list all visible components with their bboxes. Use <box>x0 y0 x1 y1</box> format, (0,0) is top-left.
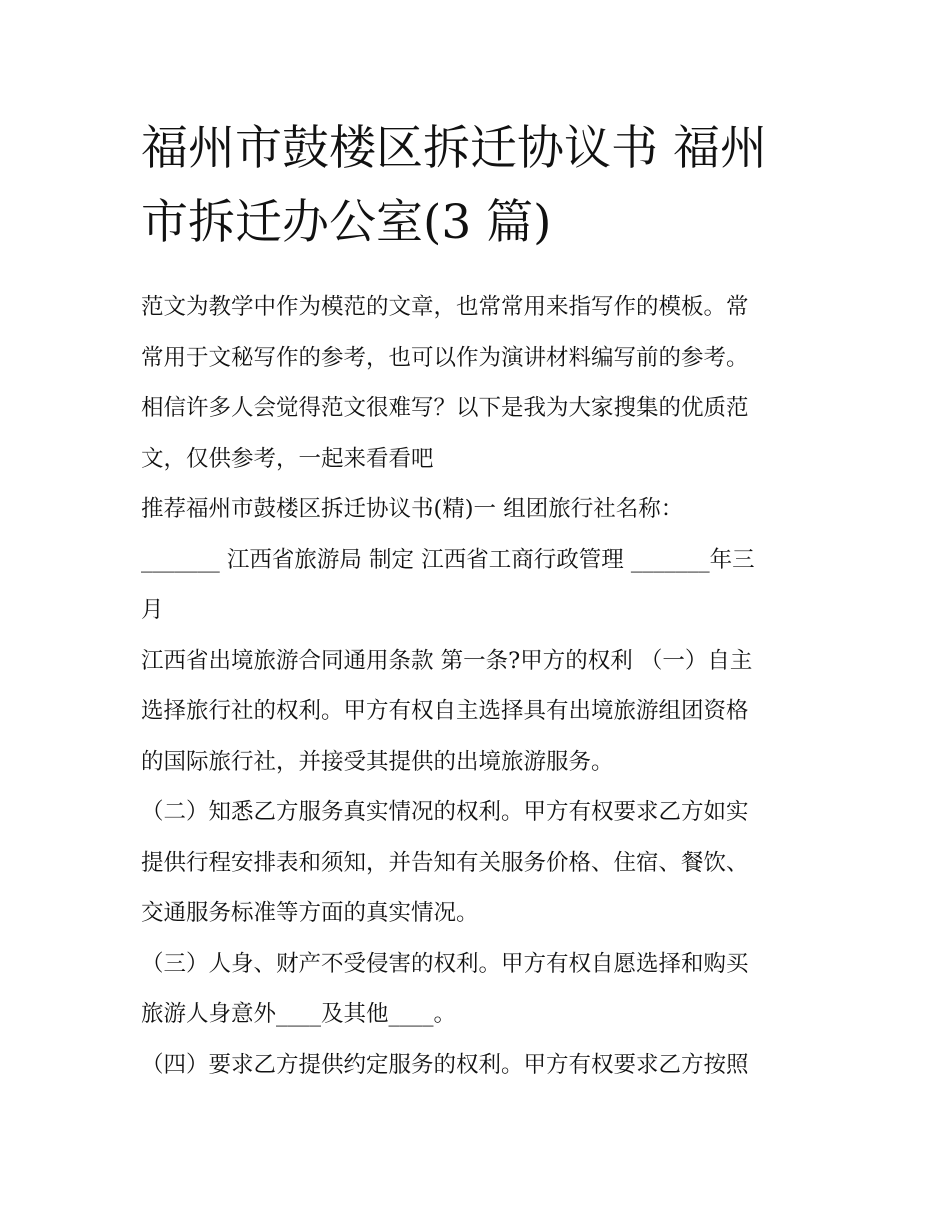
text-line: 月 <box>141 597 164 623</box>
text-line: 交通服务标准等方面的真实情况。 <box>141 900 479 926</box>
paragraph-clause-4 <box>141 1040 813 1091</box>
text-line: 范文为教学中作为模范的文章，也常常用来指写作的模板。常 <box>141 294 749 320</box>
text-line: 旅游人身意外____及其他____。 <box>141 1001 457 1027</box>
document-title <box>141 112 813 260</box>
paragraph-clause-3 <box>141 939 813 1040</box>
paragraph-clause-2 <box>141 787 813 939</box>
title-line: 福州市鼓楼区拆迁协议书 福州 <box>141 121 767 176</box>
text-line: 提供行程安排表和须知，并告知有关服务价格、住宿、餐饮、 <box>141 849 749 876</box>
paragraph-intro <box>141 282 813 484</box>
text-line: 江西省出境旅游合同通用条款 第一条?甲方的权利 （一）自主 <box>141 647 753 674</box>
title-line: 市拆迁办公室(3 篇) <box>141 195 552 250</box>
text-line: _______ 江西省旅游局 制定 江西省工商行政管理 _______年三 <box>141 546 755 573</box>
text-line: （二）知悉乙方服务真实情况的权利。甲方有权要求乙方如实 <box>141 799 749 825</box>
text-line: 选择旅行社的权利。甲方有权自主选择具有出境旅游组团资格 <box>141 698 749 724</box>
text-line: 相信许多人会觉得范文很难写？以下是我为大家搜集的优质范 <box>141 395 749 421</box>
text-line: （四）要求乙方提供约定服务的权利。甲方有权要求乙方按照 <box>141 1051 749 1078</box>
text-line: 文，仅供参考，一起来看看吧 <box>141 445 434 472</box>
text-line: 推荐福州市鼓楼区拆迁协议书(精)一 组团旅行社名称： <box>141 496 684 522</box>
paragraph-clause-1 <box>141 636 813 788</box>
document-content <box>141 112 813 1090</box>
text-line: 常用于文秘写作的参考，也可以作为演讲材料编写前的参考。 <box>141 344 749 371</box>
paragraph-recommend <box>141 484 813 636</box>
text-line: 的国际旅行社，并接受其提供的出境旅游服务。 <box>141 748 614 775</box>
text-line: （三）人身、财产不受侵害的权利。甲方有权自愿选择和购买 <box>141 950 749 977</box>
